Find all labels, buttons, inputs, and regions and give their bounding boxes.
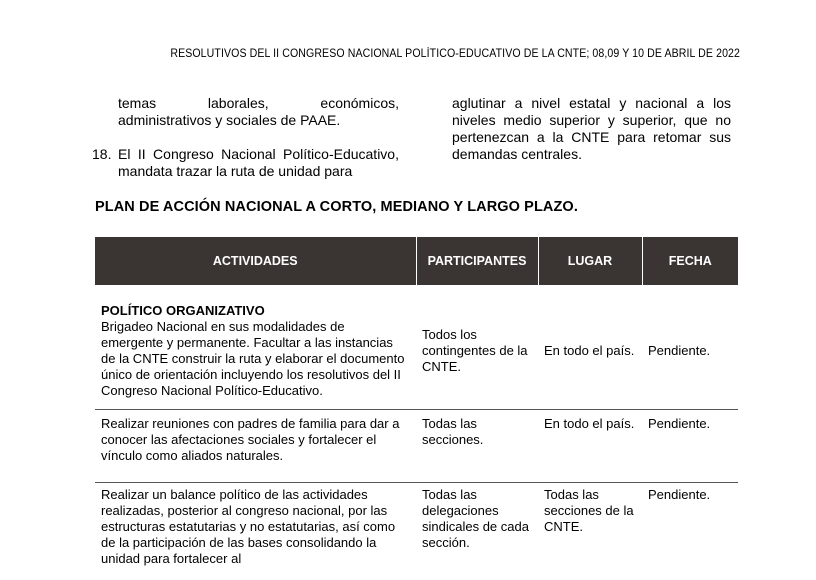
column-header-activities: ACTIVIDADES [95,237,416,285]
activity-cell: Realizar un balance político de las actividades realizadas, posterior al congreso nacional, por las estructuras estatutarias y no estatutarias, así como de la participación de las bases consolidando la unidad para fortalecer al [95,483,416,572]
activity-cell: Realizar reuniones con padres de familia para dar a conocer las afectaciones sociales y fortalecer el vínculo como aliados naturales. [95,410,416,483]
place-cell: En todo el país. [544,343,635,358]
right-continued-paragraph: aglutinar a nivel estatal y nacional a los niveles medio superior y superior, que no pertenezcan a la CNTE para retomar sus demandas centrales. [452,95,731,162]
date-cell: Pendiente. [642,410,738,483]
date-cell: Pendiente. [648,343,711,358]
participants-cell: Todas las delegaciones sindicales de cada sección. [416,483,538,572]
item-number: 18. [92,146,112,162]
column-header-date: FECHA [642,237,738,285]
column-header-place: LUGAR [538,237,642,285]
place-cell: En todo el país. [538,410,642,483]
running-header: RESOLUTIVOS DEL II CONGRESO NACIONAL POLÍTICO-EDUCATIVO DE LA CNTE; 08,09 Y 10 DE ABRIL DE 2022 [170,48,740,60]
activity-text: Brigadeo Nacional en sus modalidades de emergente y permanente. Facultar a las instancias de la CNTE construir la ruta y elaborar el documento único de orientación incluyendo los resolutivos del II Congreso Nacional Político-Educativo. [101,319,405,398]
place-cell: Todas las secciones de la CNTE. [538,483,642,572]
column-header-participants: PARTICIPANTES [416,237,538,285]
section-title: POLÍTICO ORGANIZATIVO [101,303,265,318]
plan-title: PLAN DE ACCIÓN NACIONAL A CORTO, MEDIANO Y LARGO PLAZO. [95,199,578,215]
table-row [95,410,738,483]
participants-cell: Todas las secciones. [416,410,538,483]
item-text: El II Congreso Nacional Político-Educativo, mandata trazar la ruta de unidad para [118,146,399,179]
date-cell: Pendiente. [642,483,738,572]
table-row [95,285,738,410]
table-header-row [95,237,738,285]
left-continued-paragraph: temas laborales, económicos, administrativos y sociales de PAAE. [118,95,399,128]
action-plan-table [95,237,738,571]
participants-cell: Todos los contingentes de la CNTE. [422,327,528,374]
resolution-item-18 [92,146,399,180]
table-row [95,483,738,572]
right-column [452,95,731,163]
left-column [92,95,399,180]
activity-cell [95,285,416,410]
